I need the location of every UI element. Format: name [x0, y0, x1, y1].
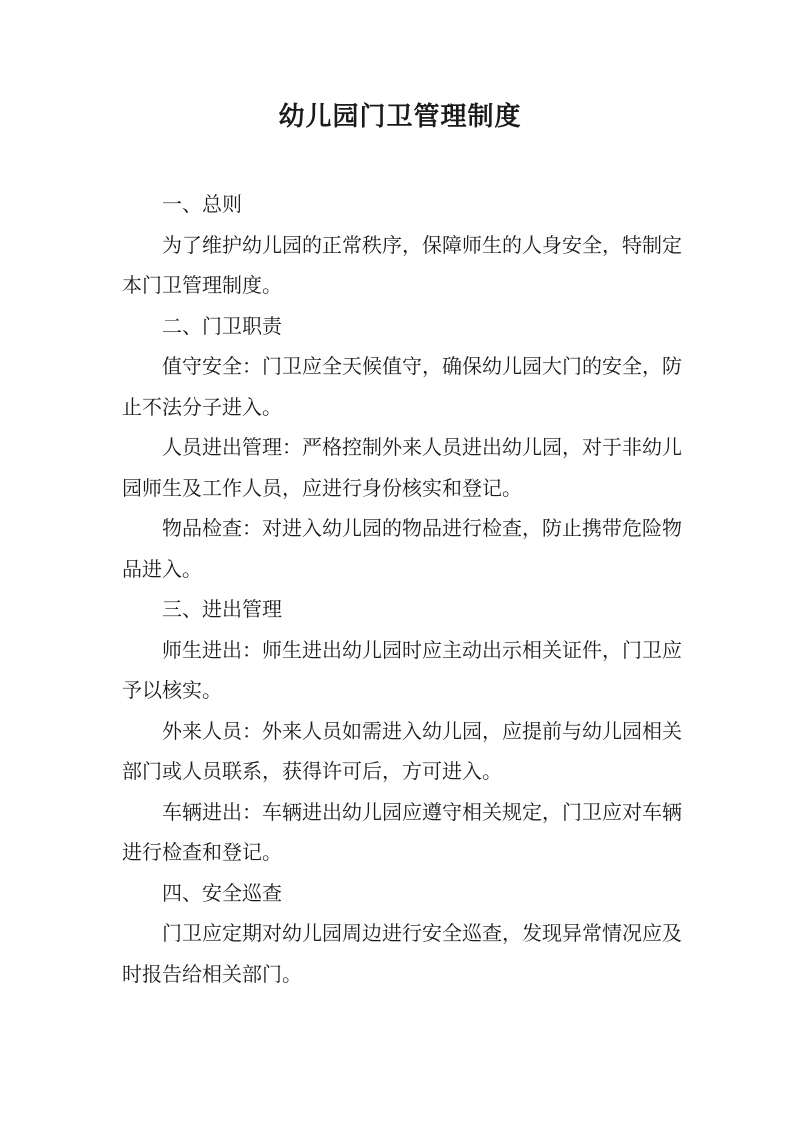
paragraph-duty-personnel: 人员进出管理：严格控制外来人员进出幼儿园，对于非幼儿园师生及工作人员，应进行身份核实和登记。	[122, 435, 682, 500]
section-heading-patrol: 四、安全巡查	[162, 880, 282, 905]
document-title: 幼儿园门卫管理制度	[278, 102, 522, 132]
paragraph-purpose: 为了维护幼儿园的正常秩序，保障师生的人身安全，特制定本门卫管理制度。	[122, 232, 682, 297]
paragraph-duty-guarding: 值守安全：门卫应全天候值守，确保幼儿园大门的安全，防止不法分子进入。	[122, 354, 682, 419]
paragraph-access-visitors: 外来人员：外来人员如需进入幼儿园，应提前与幼儿园相关部门或人员联系，获得许可后，方可进入。	[122, 718, 682, 783]
document-body	[122, 184, 682, 994]
paragraph-access-staff: 师生进出：师生进出幼儿园时应主动出示相关证件，门卫应予以核实。	[122, 637, 682, 702]
section-heading-general: 一、总则	[162, 192, 242, 216]
section-heading-access: 三、进出管理	[162, 597, 282, 621]
paragraph-duty-inspection: 物品检查：对进入幼儿园的物品进行检查，防止携带危险物品进入。	[122, 516, 682, 581]
paragraph-access-vehicles: 车辆进出：车辆进出幼儿园应遵守相关规定，门卫应对车辆进行检查和登记。	[122, 799, 682, 864]
section-heading-duties: 二、门卫职责	[162, 313, 282, 338]
paragraph-patrol: 门卫应定期对幼儿园周边进行安全巡查，发现异常情况应及时报告给相关部门。	[122, 921, 682, 986]
